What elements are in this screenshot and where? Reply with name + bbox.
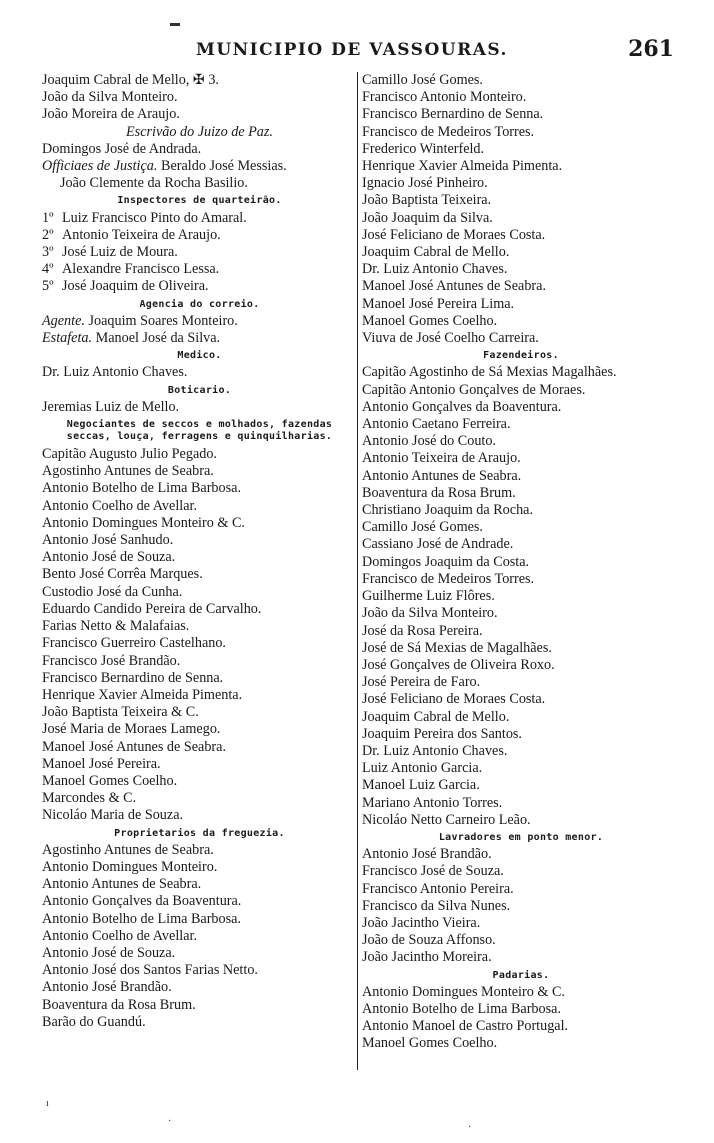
- section-heading-inspectores: Inspectores de quarteirão.: [117, 195, 282, 207]
- list-item: Manoel José da Silva.: [95, 330, 221, 347]
- list-item: Guilherme Luiz Flôres.: [362, 588, 495, 605]
- list-item: Francisco Bernardino de Senna.: [362, 106, 544, 123]
- inspector-row: [42, 227, 357, 244]
- list-item: Antonio Manoel de Castro Portugal.: [362, 1018, 569, 1035]
- list-item: Capitão Augusto Julio Pegado.: [42, 446, 217, 463]
- section-heading-lavradores: Lavradores em ponto menor.: [438, 831, 604, 843]
- list-item: Viuva de José Coelho Carreira.: [362, 330, 539, 347]
- list-item: José da Rosa Pereira.: [362, 622, 483, 639]
- print-mark: ·: [468, 1122, 472, 1133]
- list-item: Francisco da Silva Nunes.: [362, 897, 511, 914]
- list-item: Antonio José Brandão.: [362, 846, 492, 863]
- list-item: Francisco Antonio Pereira.: [362, 880, 514, 897]
- list-item: José de Sá Mexias de Magalhães.: [362, 639, 552, 656]
- list-item: Boaventura da Rosa Brum.: [42, 996, 196, 1013]
- section-heading-escrivao: Escrivão do Juizo de Paz.: [126, 123, 273, 140]
- list-item: Capitão Antonio Gonçalves de Moraes.: [362, 381, 586, 398]
- list-item: Domingos José de Andrada.: [42, 140, 202, 157]
- list-item: João Moreira de Araujo.: [42, 106, 180, 123]
- list-item: Boaventura da Rosa Brum.: [362, 484, 516, 501]
- officiaes-line: [42, 158, 357, 175]
- list-item: José Gonçalves de Oliveira Roxo.: [362, 656, 555, 673]
- list-item: Eduardo Candido Pereira de Carvalho.: [42, 600, 262, 617]
- inspector-row: [42, 210, 357, 227]
- list-item: Luiz Antonio Garcia.: [362, 760, 483, 777]
- list-item: João Jacintho Moreira.: [362, 949, 492, 966]
- ordinal: 1º: [42, 209, 54, 226]
- section-heading-correio: Agencia do correio.: [139, 298, 260, 310]
- list-item: Francisco de Medeiros Torres.: [362, 123, 535, 140]
- section-heading-negociantes-2: seccas, louça, ferragens e quinquilharias.: [66, 431, 333, 443]
- list-item: Antonio Antunes de Seabra.: [42, 876, 202, 893]
- estafeta-line: [42, 330, 357, 347]
- section-heading-medico: Medico.: [177, 350, 222, 362]
- list-item: Henrique Xavier Almeida Pimenta.: [362, 158, 563, 175]
- list-item: Francisco José Brandão.: [42, 652, 181, 669]
- left-column: [42, 72, 357, 1031]
- list-item: Francisco Guerreiro Castelhano.: [42, 635, 226, 652]
- inspector-row: [42, 278, 357, 295]
- list-item: Francisco Bernardino de Senna.: [42, 669, 224, 686]
- list-item: Nicoláo Maria de Souza.: [42, 807, 184, 824]
- list-item: Antonio Coelho de Avellar.: [42, 927, 197, 944]
- section-heading-boticario: Boticario.: [167, 384, 232, 396]
- list-item: Antonio Teixeira de Araujo.: [362, 450, 521, 467]
- list-item: Henrique Xavier Almeida Pimenta.: [42, 686, 243, 703]
- list-item: José Pereira de Faro.: [362, 674, 481, 691]
- list-item: José Feliciano de Moraes Costa.: [362, 226, 546, 243]
- column-divider: [357, 72, 358, 1070]
- list-item: Joaquim Cabral de Mello, ✠ 3.: [42, 72, 219, 88]
- list-item: Antonio Botelho de Lima Barbosa.: [362, 1000, 561, 1017]
- list-item: Manoel Gomes Coelho.: [362, 312, 498, 329]
- inspector-name: José Joaquim de Oliveira.: [62, 278, 209, 295]
- list-item: Dr. Luiz Antonio Chaves.: [362, 742, 508, 759]
- list-item: João Baptista Teixeira & C.: [42, 704, 199, 721]
- page-number: 261: [628, 36, 674, 62]
- list-item: João Baptista Teixeira.: [362, 192, 492, 209]
- list-item: Bento José Corrêa Marques.: [42, 566, 203, 583]
- list-item: Joaquim Pereira dos Santos.: [362, 725, 522, 742]
- agente-line: [42, 313, 357, 330]
- list-item: Francisco de Medeiros Torres.: [362, 570, 535, 587]
- list-item: Antonio José de Souza.: [42, 944, 176, 961]
- list-item: Antonio José dos Santos Farias Netto.: [42, 962, 258, 979]
- list-item: José Maria de Moraes Lamego.: [42, 721, 221, 738]
- right-column: [362, 72, 680, 1053]
- list-item: João de Souza Affonso.: [362, 932, 496, 949]
- list-item: Antonio Domingues Monteiro & C.: [362, 983, 565, 1000]
- inspector-name: Antonio Teixeira de Araujo.: [62, 226, 221, 243]
- agente-label: Agente.: [42, 312, 85, 329]
- list-item: Antonio Gonçalves da Boaventura.: [362, 398, 562, 415]
- list-item: Camillo José Gomes.: [362, 519, 483, 536]
- list-item: Antonio Botelho de Lima Barbosa.: [42, 480, 241, 497]
- ordinal: 4º: [42, 261, 54, 278]
- section-heading-padarias: Padarias.: [492, 969, 550, 981]
- print-mark: ▬: [170, 18, 180, 29]
- section-heading-fazendeiros: Fazendeiros.: [483, 350, 559, 362]
- list-item: Manoel José Antunes de Seabra.: [42, 738, 227, 755]
- list-item: João da Silva Monteiro.: [362, 605, 498, 622]
- list-item: Joaquim Soares Monteiro.: [88, 312, 238, 329]
- inspector-row: [42, 244, 357, 261]
- list-item: Antonio Antunes de Seabra.: [362, 467, 522, 484]
- list-item: Cassiano José de Andrade.: [362, 536, 514, 553]
- inspector-name: Luiz Francisco Pinto do Amaral.: [62, 209, 247, 226]
- list-item: Agostinho Antunes de Seabra.: [42, 463, 214, 480]
- list-item: Antonio Domingues Monteiro.: [42, 858, 218, 875]
- list-item: João Joaquim da Silva.: [362, 209, 493, 226]
- inspector-name: Alexandre Francisco Lessa.: [62, 261, 220, 278]
- list-item: José Feliciano de Moraes Costa.: [362, 691, 546, 708]
- list-item: Jeremias Luiz de Mello.: [42, 398, 180, 415]
- list-item: Manoel José Antunes de Seabra.: [362, 278, 547, 295]
- print-mark: ı: [46, 1098, 49, 1109]
- page-title: MUNICIPIO DE VASSOURAS.: [196, 40, 508, 60]
- page-header: [0, 38, 714, 68]
- ordinal: 3º: [42, 244, 54, 261]
- list-item: Mariano Antonio Torres.: [362, 794, 503, 811]
- list-item: Beraldo José Messias.: [161, 158, 287, 175]
- list-item: Antonio José Sanhudo.: [42, 532, 174, 549]
- list-item: Dr. Luiz Antonio Chaves.: [42, 364, 188, 381]
- list-item: Domingos Joaquim da Costa.: [362, 553, 530, 570]
- section-heading-proprietarios: Proprietarios da freguezia.: [114, 827, 285, 839]
- list-item: Marcondes & C.: [42, 790, 137, 807]
- list-item: Ignacio José Pinheiro.: [362, 175, 488, 192]
- section-heading-negociantes-1: Negociantes de seccos e molhados, fazendas: [66, 419, 333, 431]
- list-item: Manoel José Pereira.: [42, 755, 161, 772]
- list-item: Dr. Luiz Antonio Chaves.: [362, 261, 508, 278]
- list-item: Francisco José de Souza.: [362, 863, 504, 880]
- ordinal: 5º: [42, 278, 54, 295]
- list-item: Manoel Gomes Coelho.: [42, 772, 178, 789]
- list-item: Agostinho Antunes de Seabra.: [42, 841, 214, 858]
- list-item: Antonio Coelho de Avellar.: [42, 497, 197, 514]
- list-item: Antonio Caetano Ferreira.: [362, 416, 511, 433]
- inspector-row: [42, 261, 357, 278]
- estafeta-label: Estafeta.: [42, 330, 93, 347]
- list-item: Manoel Gomes Coelho.: [362, 1035, 498, 1052]
- print-mark: ·: [168, 1116, 172, 1127]
- list-item: Farias Netto & Malafaias.: [42, 618, 190, 635]
- list-item: Antonio Domingues Monteiro & C.: [42, 514, 245, 531]
- list-item: João da Silva Monteiro.: [42, 89, 178, 106]
- list-item: Custodio José da Cunha.: [42, 583, 183, 600]
- list-item: Joaquim Cabral de Mello.: [362, 708, 510, 725]
- list-item: Frederico Winterfeld.: [362, 140, 485, 157]
- list-item: Antonio José de Souza.: [42, 549, 176, 566]
- list-item: Christiano Joaquim da Rocha.: [362, 502, 534, 519]
- list-item: Camillo José Gomes.: [362, 72, 483, 88]
- list-item: Francisco Antonio Monteiro.: [362, 89, 527, 106]
- inspector-name: José Luiz de Moura.: [62, 244, 178, 261]
- list-item: Nicoláo Netto Carneiro Leão.: [362, 811, 531, 828]
- list-item: João Jacintho Vieira.: [362, 914, 481, 931]
- list-item: Manoel Luiz Garcia.: [362, 777, 480, 794]
- list-item: Antonio José do Couto.: [362, 433, 496, 450]
- list-item: Manoel José Pereira Lima.: [362, 295, 515, 312]
- list-item: Joaquim Cabral de Mello.: [362, 244, 510, 261]
- list-item: Antonio Botelho de Lima Barbosa.: [42, 910, 241, 927]
- list-item: Antonio Gonçalves da Boaventura.: [42, 893, 242, 910]
- list-item: Capitão Agostinho de Sá Mexias Magalhães.: [362, 364, 617, 381]
- officiaes-label: Officiaes de Justiça.: [42, 158, 158, 175]
- list-item: Barão do Guandú.: [42, 1013, 146, 1030]
- ordinal: 2º: [42, 226, 54, 243]
- list-item: Antonio José Brandão.: [42, 979, 172, 996]
- list-item: João Clemente da Rocha Basilio.: [60, 175, 248, 192]
